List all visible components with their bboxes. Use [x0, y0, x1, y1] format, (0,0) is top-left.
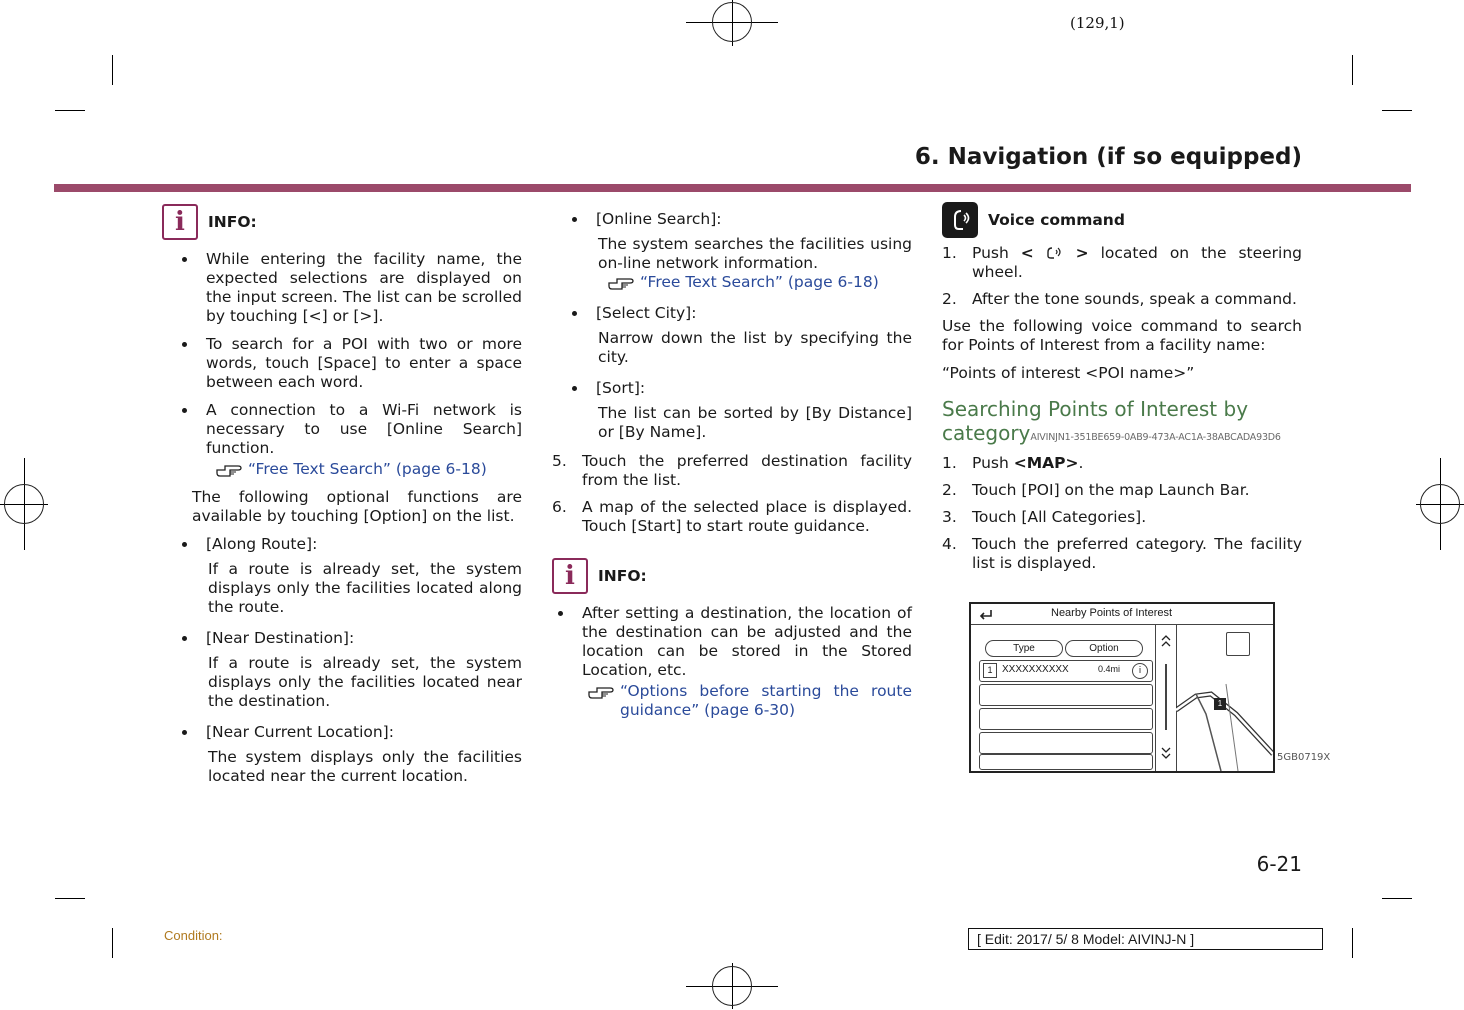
- table-row: [979, 708, 1153, 730]
- edit-info: [ Edit: 2017/ 5/ 8 Model: AIVINJ-N ]: [968, 928, 1323, 950]
- crop-mark: [1352, 928, 1353, 958]
- list-item: [Along Route]: If a route is already set, the system displays only the facilities located along the route.: [182, 535, 522, 617]
- info-heading: [552, 558, 912, 594]
- info-icon: i: [162, 204, 198, 240]
- list-item: To search for a POI with two or more words, touch [Space] to enter a space between each word.: [182, 335, 522, 392]
- chevron-down-icon: [1160, 744, 1172, 762]
- info-icon: i: [1132, 663, 1148, 679]
- column-3: [942, 202, 1302, 581]
- voice-quote: “Points of interest <POI name>”: [942, 364, 1195, 382]
- section-title: 6. Navigation (if so equipped): [914, 144, 1302, 170]
- table-row: [979, 684, 1153, 706]
- list-item: [Near Destination]: If a route is already set, the system displays only the facilities located near the destination.: [182, 629, 522, 711]
- cross-reference[interactable]: “Free Text Search” (page 6-18): [596, 273, 912, 292]
- info-heading: [162, 204, 522, 240]
- crop-mark: [1382, 110, 1412, 111]
- bullet-icon: [558, 611, 563, 616]
- list-item: [Sort]: The list can be sorted by [By Distance] or [By Name].: [572, 379, 912, 442]
- bullet-icon: [182, 408, 187, 413]
- screen-title: Nearby Points of Interest: [1051, 607, 1173, 619]
- voice-step-2: 2. After the tone sounds, speak a command.: [942, 290, 1297, 308]
- screen-header: [971, 604, 1273, 625]
- info-icon: i: [552, 558, 588, 594]
- bullet-icon: [182, 636, 187, 641]
- step-2: 2. Touch [POI] on the map Launch Bar.: [942, 481, 1250, 499]
- registration-mark: [4, 484, 44, 524]
- bullet-icon: [572, 217, 577, 222]
- list-item: [Online Search]: The system searches the facilities using on-line network information. “Free Text Search” (page 6-18): [572, 210, 912, 292]
- info-label: INFO:: [598, 566, 647, 585]
- table-row: [979, 732, 1153, 754]
- step-1: 1. Push <MAP>.: [942, 454, 1084, 472]
- map-marker: 1: [1214, 698, 1226, 710]
- voice-command-icon: [942, 202, 978, 238]
- figure-caption: 5GB0719X: [1277, 752, 1331, 763]
- bullet-icon: [182, 342, 187, 347]
- table-row: [979, 754, 1153, 770]
- registration-mark: [712, 966, 752, 1006]
- crop-mark: [112, 55, 113, 85]
- cross-reference[interactable]: “Free Text Search” (page 6-18): [206, 460, 522, 479]
- heading-id: AIVINJN1-351BE659-0AB9-473A-AC1A-38ABCADA93D6: [1030, 432, 1281, 443]
- registration-mark: [1420, 484, 1460, 524]
- map-area: [1176, 624, 1273, 771]
- step-6: 6. A map of the selected place is displayed. Touch [Start] to start route guidance.: [552, 498, 912, 535]
- optional-intro: The following optional functions are available by touching [Option] on the list.: [192, 488, 522, 525]
- list-item: After setting a destination, the location of the destination can be adjusted and the location can be stored in the Stored Location, etc. “Options before starting the route guidance” (page 6-30): [552, 604, 912, 720]
- bullet-icon: [572, 311, 577, 316]
- crop-mark: [112, 928, 113, 958]
- list-item: While entering the facility name, the expected selections are displayed on the input screen. The list can be scrolled by touching [<] or [>].: [182, 250, 522, 326]
- header-rule: [54, 184, 1411, 192]
- crop-mark: [55, 110, 85, 111]
- pointing-hand-icon: [216, 460, 242, 478]
- list-item: [Select City]: Narrow down the list by specifying the city.: [572, 304, 912, 367]
- crop-mark: [55, 898, 85, 899]
- page-number: 6-21: [1256, 852, 1302, 876]
- voice-command-title: Voice command: [988, 210, 1125, 229]
- crop-mark: [1382, 898, 1412, 899]
- pointing-hand-icon: [608, 273, 634, 291]
- registration-mark: [712, 2, 752, 42]
- crop-mark: [1352, 55, 1353, 85]
- scrollbar: [1155, 624, 1177, 771]
- condition-label: Condition:: [164, 928, 223, 943]
- voice-command-heading: [942, 202, 1302, 238]
- option-button: Option: [1065, 640, 1143, 657]
- step-4: 4. Touch the preferred category. The facility list is displayed.: [942, 535, 1302, 572]
- back-icon: [977, 608, 993, 620]
- table-row: 1 XXXXXXXXXX 0.4mi i: [979, 660, 1153, 682]
- info-label: INFO:: [208, 212, 257, 231]
- bullet-icon: [182, 542, 187, 547]
- steering-talk-icon: [1046, 246, 1064, 260]
- step-3: 3. Touch [All Categories].: [942, 508, 1147, 526]
- list-item: [Near Current Location]: The system displays only the facilities located near the current location.: [182, 723, 522, 786]
- page-code: (129,1): [1070, 14, 1125, 32]
- list-item: A connection to a Wi-Fi network is necessary to use [Online Search] function. “Free Text Search” (page 6-18): [182, 401, 522, 479]
- chevron-up-icon: [1160, 632, 1172, 650]
- poi-screen-illustration: [969, 602, 1275, 773]
- bullet-icon: [182, 257, 187, 262]
- column-2: [552, 210, 912, 729]
- bullet-icon: [572, 386, 577, 391]
- bullet-icon: [182, 730, 187, 735]
- step-5: 5. Touch the preferred destination facility from the list.: [552, 452, 912, 489]
- voice-text: Use the following voice command to search for Points of Interest from a facility name:: [942, 317, 1302, 354]
- type-button: Type: [985, 640, 1063, 657]
- column-1: [162, 204, 522, 795]
- pointing-hand-icon: [588, 682, 614, 700]
- section-heading: Searching Points of Interest by categoryAIVINJN1-351BE659-0AB9-473A-AC1A-38ABCADA93D6: [942, 397, 1281, 445]
- cross-reference[interactable]: “Options before starting the route guidance” (page 6-30): [582, 682, 912, 720]
- voice-step-1: 1. Push < > located on the steering wheel.: [942, 244, 1303, 281]
